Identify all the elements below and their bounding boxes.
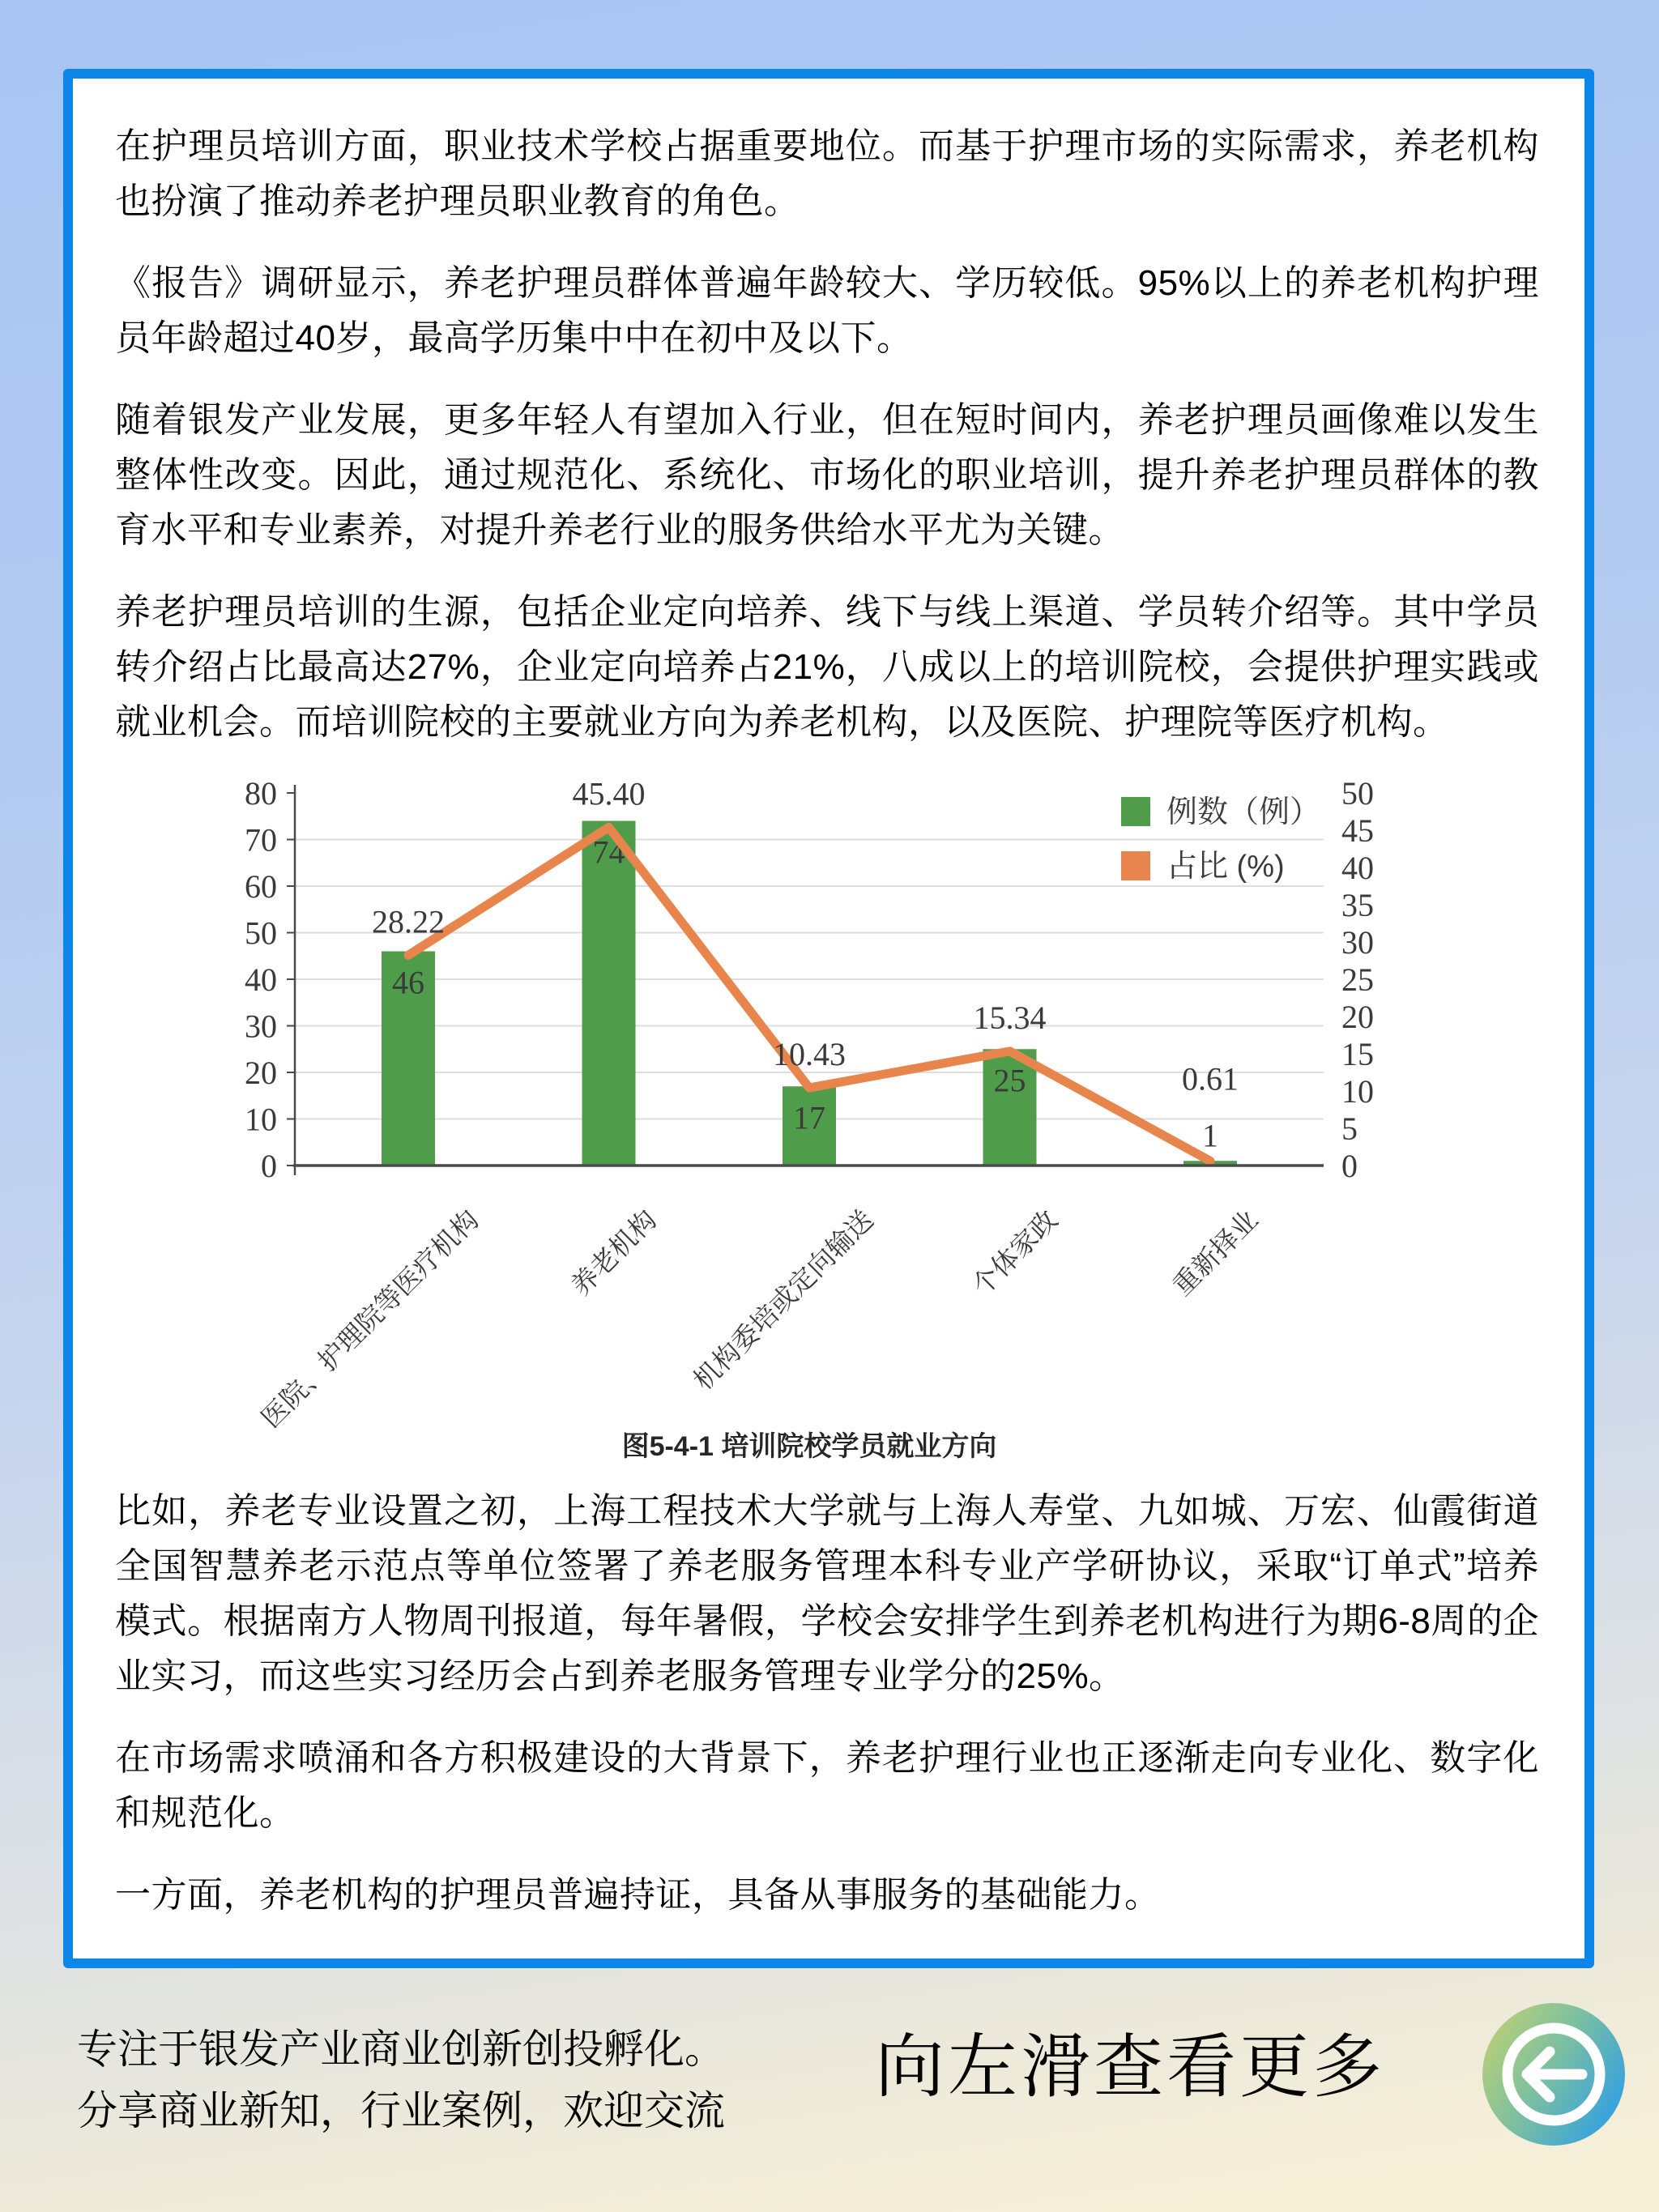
- svg-text:25: 25: [1341, 961, 1374, 998]
- svg-text:25: 25: [993, 1062, 1026, 1099]
- circle-arrow-left-icon: [1482, 2002, 1626, 2146]
- svg-text:图5-4-1 培训院校学员就业方向: 图5-4-1 培训院校学员就业方向: [621, 1431, 997, 1462]
- paragraph: 随着银发产业发展，更多年轻人有望加入行业，但在短时间内，养老护理员画像难以发生整体性改变。因此，通过规范化、系统化、市场化的职业培训，提升养老护理员群体的教育水平和专业素养，对提升养老行业的服务供给水平尤为关键。: [115, 400, 1539, 550]
- svg-text:例数（例）: 例数（例）: [1166, 795, 1321, 829]
- footer-tagline-line2: 分享商业新知，行业案例，欢迎交流: [77, 2088, 725, 2133]
- svg-text:45: 45: [1341, 812, 1374, 849]
- footer-tagline-line1: 专注于银发产业商业创新创投孵化。: [77, 2027, 725, 2072]
- article-card: [63, 69, 1594, 1968]
- paragraph: 比如，养老专业设置之初，上海工程技术大学就与上海人寿堂、九如城、万宏、仙霞街道全国智慧养老示范点等单位签署了养老服务管理本科专业产学研协议，采取“订单式”培养模式。根据南方人物周刊报道，每年暑假，学校会安排学生到养老机构进行为期6-8周的企业实习，而这些实习经历会占到养老服务管理专业学分的25%。: [115, 1491, 1539, 1696]
- svg-text:养老机构: 养老机构: [565, 1204, 663, 1302]
- svg-text:15: 15: [1341, 1036, 1374, 1072]
- paragraph: 养老护理员培训的生源，包括企业定向培养、线下与线上渠道、学员转介绍等。其中学员转介绍占比最高达27%，企业定向培养占21%，八成以上的培训院校，会提供护理实践或就业机会。而培训院校的主要就业方向为养老机构，以及医院、护理院等医疗机构。: [115, 592, 1539, 742]
- svg-text:40: 40: [1341, 850, 1374, 886]
- svg-text:28.22: 28.22: [372, 903, 445, 940]
- svg-text:机构委培或定向输送: 机构委培或定向输送: [687, 1204, 879, 1396]
- svg-text:80: 80: [245, 777, 277, 812]
- svg-text:30: 30: [1341, 924, 1374, 961]
- svg-text:占比 (%): 占比 (%): [1166, 850, 1285, 884]
- svg-text:50: 50: [245, 914, 277, 952]
- svg-text:30: 30: [245, 1008, 277, 1045]
- paragraph: 在市场需求喷涌和各方积极建设的大背景下，养老护理行业也正逐渐走向专业化、数字化和规范化。: [115, 1738, 1539, 1833]
- svg-text:10: 10: [1341, 1073, 1374, 1110]
- svg-text:35: 35: [1341, 887, 1374, 923]
- svg-text:0: 0: [261, 1148, 277, 1184]
- paragraph: 在护理员培训方面，职业技术学校占据重要地位。而基于护理市场的实际需求，养老机构也扮演了推动养老护理员职业教育的角色。: [115, 126, 1539, 221]
- swipe-hint-label: 向左滑查看更多: [875, 2028, 1385, 2106]
- svg-text:重新择业: 重新择业: [1166, 1204, 1264, 1302]
- svg-text:40: 40: [245, 961, 277, 998]
- svg-text:个体家政: 个体家政: [966, 1204, 1064, 1302]
- svg-text:15.34: 15.34: [973, 999, 1047, 1036]
- svg-text:20: 20: [245, 1055, 277, 1091]
- svg-text:46: 46: [392, 964, 424, 1001]
- svg-text:17: 17: [793, 1099, 825, 1136]
- svg-text:5: 5: [1341, 1110, 1358, 1147]
- paragraph: 《报告》调研显示，养老护理员群体普遍年龄较大、学历较低。95%以上的养老机构护理员年龄超过40岁，最高学历集中中在初中及以下。: [115, 263, 1539, 358]
- paragraph: 一方面，养老机构的护理员普遍持证，具备从事服务的基础能力。: [115, 1875, 1161, 1915]
- footer-tagline: [77, 2018, 725, 2142]
- svg-text:0.61: 0.61: [1182, 1060, 1239, 1097]
- svg-text:50: 50: [1341, 777, 1374, 812]
- svg-text:45.40: 45.40: [572, 777, 646, 812]
- svg-text:医院、护理院等医疗机构: 医院、护理院等医疗机构: [255, 1204, 484, 1434]
- svg-text:10.43: 10.43: [773, 1036, 846, 1073]
- svg-text:1: 1: [1202, 1117, 1218, 1154]
- svg-text:74: 74: [592, 833, 625, 871]
- swipe-left-button[interactable]: [1482, 2002, 1626, 2146]
- svg-text:10: 10: [245, 1101, 277, 1138]
- svg-text:0: 0: [1341, 1148, 1358, 1184]
- footer: [0, 1968, 1659, 2212]
- svg-text:20: 20: [1341, 999, 1374, 1035]
- svg-text:60: 60: [245, 868, 277, 905]
- employment-direction-chart: [115, 777, 1492, 1469]
- svg-text:70: 70: [245, 821, 277, 859]
